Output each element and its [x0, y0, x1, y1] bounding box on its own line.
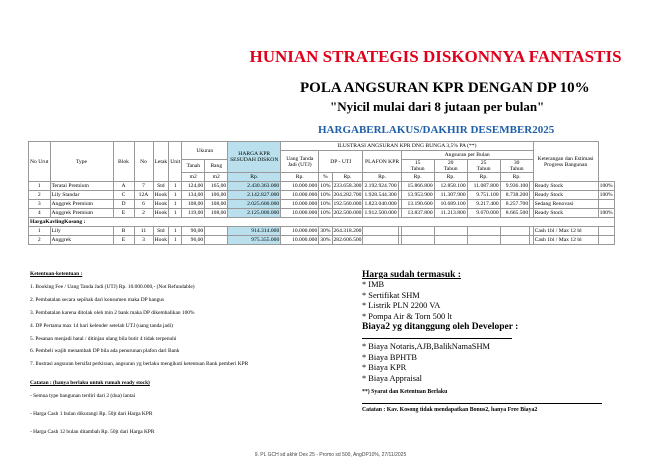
col-no-unit: No — [134, 142, 153, 182]
col-ket: Keterangan dan Estimasi Progress Bangunan — [533, 142, 598, 182]
table-cell — [205, 236, 228, 245]
term-item: 2. Pembatalan secara sepihak dari konsumen maka DP hangus — [30, 296, 165, 303]
table-cell: Std — [153, 182, 169, 191]
table-cell: 10% — [320, 183, 331, 189]
col-no: No Urut — [29, 142, 51, 182]
kavling-label: HargaKavlingKosong : — [29, 218, 615, 227]
table-cell: 6 — [134, 200, 153, 209]
table-cell: 2 — [134, 209, 153, 218]
table-cell — [434, 236, 467, 245]
table-cell: 13.190.600 — [401, 200, 434, 209]
table-cell: 10% — [320, 201, 331, 207]
table-cell: 15.866.800 — [401, 182, 434, 191]
table-cell: Hook — [154, 237, 168, 243]
table-cell: 1.928.544.300 — [364, 192, 397, 198]
include-item: * Listrik PLN 2200 VA — [362, 301, 441, 310]
table-cell: 100% — [599, 192, 613, 198]
terms-note: **) Syarat dan Ketentuan Berlaku — [362, 389, 448, 395]
table-row — [29, 209, 615, 218]
col-angsuran: Angsuran per Bulan — [401, 151, 533, 160]
table-cell: 30% — [320, 228, 331, 234]
table-cell: Ready Stock — [533, 191, 598, 200]
table-cell — [205, 227, 228, 236]
table-cell: Anggrek Premium — [50, 200, 113, 209]
table-cell: 10% — [320, 192, 331, 198]
table-cell: 1 — [29, 227, 51, 236]
table-cell: 204.282.700 — [333, 192, 362, 198]
table-cell: 8.257.700 — [500, 200, 530, 209]
table-cell: 9.217.400 — [467, 200, 500, 209]
table-cell: 10.000.000 — [281, 209, 319, 218]
table-cell: 10.689.100 — [434, 200, 467, 209]
col-bang: Bang — [205, 160, 228, 173]
col-blok: Blok — [113, 142, 134, 182]
table-cell: 8.665.500 — [500, 209, 530, 218]
footer-text: 9. PL GCH sd akhir Des 25 - Promo sd 500, AngDP10%, 27/11/2025 — [254, 452, 407, 458]
col-tanah: Tanah — [182, 160, 205, 173]
include-item: * Pompa Air & Torn 500 lt — [362, 311, 452, 321]
developer-item: * Biaya Appraisal — [362, 373, 423, 383]
table-cell: 1 — [169, 200, 182, 209]
term-item: 5. Pesanan menjadi batal / ditinjau ulang bila butir 4 tidak terpenuhi — [30, 335, 177, 342]
term-item: 6. Pembeli wajib menambah DP bila ada penurunan plafon dari Bank — [30, 348, 180, 355]
table-cell: 1 — [169, 209, 182, 218]
table-cell: 11.087.800 — [467, 182, 500, 191]
table-cell: D — [113, 200, 134, 209]
tenor-20: 20 Tahun — [434, 160, 467, 173]
table-cell: 914.314.000 — [228, 227, 281, 236]
table-cell: Ready Stock — [533, 209, 598, 218]
table-cell: 10.000.000 — [281, 236, 319, 245]
table-cell: 1.912.500.000 — [364, 210, 397, 216]
developer-item: * Biaya Notaris,AJB,BalikNamaSHM — [362, 342, 490, 351]
table-cell: 10.000.000 — [281, 182, 319, 191]
table-cell: 100% — [599, 210, 613, 216]
table-cell: 1 — [169, 182, 182, 191]
table-cell: 9.751.100 — [467, 191, 500, 200]
table-cell: 8.738.200 — [500, 191, 530, 200]
validity-note: HARGABERLAKUS/DAKHIR DESEMBER2025 — [318, 124, 555, 136]
col-harga: HARGA KPR SESUDAH DISKON — [228, 142, 281, 173]
table-cell — [598, 227, 614, 236]
term-item: 7. Ilustrasi angsuran bersifat perkiraan, angsuran yg berlaku mengikuti ketentuan Bank pemberi KPR — [30, 361, 249, 368]
table-cell: Teratai Premium — [50, 182, 113, 191]
table-cell — [598, 236, 614, 245]
col-letak: Letak — [153, 142, 169, 182]
table-cell — [500, 227, 530, 236]
developer-item: * Biaya KPR — [362, 363, 407, 372]
table-cell: Cash 1bl / Max 12 bl — [533, 227, 598, 236]
table-cell: 100% — [599, 183, 613, 189]
illustration-label: ILUSTRASI ANGSURAN KPR DNG BUNGA 3,5% PA (**) — [281, 142, 533, 151]
table-cell — [401, 227, 434, 236]
table-cell: 2.142.827.000 — [228, 191, 281, 200]
cash-item: - Harga Cash 12 bulan ditambah Rp. 50jt dari Harga KPR — [30, 428, 155, 435]
table-cell: 192.560.000 — [333, 201, 362, 207]
table-cell: 1.823.040.000 — [364, 201, 397, 207]
table-cell: Ready Stock — [533, 182, 598, 191]
table-cell: Anggrek — [50, 236, 113, 245]
col-unit: Unit — [169, 142, 182, 182]
table-row — [29, 191, 615, 200]
table-cell: 975.355.000 — [228, 236, 281, 245]
table-cell: 11 — [134, 227, 153, 236]
table-cell: 108,00 — [205, 200, 228, 209]
table-cell: E — [113, 236, 134, 245]
table-cell: 264.318.200 — [333, 228, 362, 234]
table-cell: 10.000.000 — [281, 200, 319, 209]
table-cell: Hook — [154, 192, 168, 198]
divider — [362, 403, 602, 404]
table-cell: 233.658.300 — [333, 183, 362, 189]
table-cell: 165,00 — [205, 182, 228, 191]
developer-item: * Biaya BPHTB — [362, 352, 417, 362]
price-table — [28, 141, 615, 245]
terms-section — [30, 268, 320, 439]
col-type: Type — [50, 142, 113, 182]
table-cell: Lily — [50, 227, 113, 236]
table-cell: Anggrek Premium — [50, 209, 113, 218]
col-plafon: PLAFON KPR — [363, 151, 401, 173]
terms-heading: Ketentuan-ketentuan : — [30, 271, 83, 277]
table-cell: 9.670.000 — [467, 209, 500, 218]
table-cell — [467, 227, 500, 236]
table-cell: 1 — [169, 191, 182, 200]
table-cell: 13.953.900 — [401, 191, 434, 200]
table-cell: 90,00 — [182, 227, 205, 236]
table-cell: 10.000.000 — [281, 227, 319, 236]
table-cell: 4 — [29, 209, 51, 218]
table-cell — [598, 200, 614, 209]
table-cell: 202.500.000 — [333, 210, 362, 216]
table-cell: 96,00 — [182, 236, 205, 245]
table-cell: 2 — [29, 236, 51, 245]
table-cell: 10.000.000 — [281, 191, 319, 200]
table-cell: B — [113, 227, 134, 236]
table-cell: C — [113, 191, 134, 200]
tenor-15: 15 Tahun — [401, 160, 434, 173]
table-cell: 282.606.500 — [333, 237, 362, 243]
include-item: * Sertifikat SHM — [362, 290, 420, 300]
main-title: HUNIAN STRATEGIS DISKONNYA FANTASTIS — [249, 47, 622, 66]
table-cell: 12.858.100 — [434, 182, 467, 191]
col-ukuran: Ukuran — [182, 142, 228, 160]
table-cell — [467, 236, 500, 245]
table-cell — [500, 236, 530, 245]
table-cell: A — [113, 182, 134, 191]
term-item: 1. Booking Fee / Uang Tanda Jadi (UTJ) Rp. 10.000.000,- (Not Refundable) — [30, 283, 195, 290]
includes-heading: Harga sudah termasuk : — [362, 270, 461, 280]
table-cell: 2.125.000.000 — [228, 209, 281, 218]
table-cell: 2.430.363.000 — [228, 182, 281, 191]
tenor-30: 30 Tahun — [500, 160, 533, 173]
table-cell: Std — [153, 227, 169, 236]
table-row — [29, 227, 615, 236]
table-cell: 1 — [169, 227, 182, 236]
table-cell: Hook — [154, 210, 168, 216]
includes-section — [362, 270, 642, 413]
cash-heading: Catatan : (hanya berlaku untuk rumah ready stock) — [30, 380, 150, 387]
table-cell: Cash 1bl / Max 12 bl — [533, 236, 598, 245]
tagline: "Nyicil mulai dari 8 jutaan per bulan" — [330, 99, 545, 114]
table-cell: 3 — [29, 200, 51, 209]
table-cell: 124,00 — [182, 182, 205, 191]
cash-item: - Harga Cash 1 bulan dikurangi Rp. 50jt dari Harga KPR — [30, 411, 153, 418]
table-cell: 2 — [29, 191, 51, 200]
table-cell — [434, 227, 467, 236]
include-item: * IMB — [362, 280, 385, 289]
kavling-note: Catatan : Kav. Kosong tidak mendapatkan Bonus2, hanya Free Biaya2 — [362, 407, 538, 413]
divider — [362, 338, 512, 339]
table-cell: 3 — [134, 236, 153, 245]
table-cell: Hook — [154, 201, 168, 207]
table-cell: 7 — [134, 182, 153, 191]
table-cell: 134,00 — [182, 191, 205, 200]
term-item: 4. DP Pertama max 14 hari kelender setelah UTJ (uang tanda jadi) — [30, 322, 173, 329]
table-cell: 12A — [134, 191, 153, 200]
table-cell: Lily Standar — [50, 191, 113, 200]
table-row — [29, 182, 615, 191]
tenor-25: 25 Tahun — [467, 160, 500, 173]
table-cell: 108,00 — [182, 200, 205, 209]
table-cell — [363, 227, 398, 236]
developer-heading: Biaya2 yg ditanggung oleh Developer : — [362, 322, 519, 332]
table-cell: 11.307.900 — [434, 191, 467, 200]
col-dp: DP - UTJ — [319, 151, 363, 173]
table-row — [29, 200, 615, 209]
table-cell — [363, 236, 398, 245]
table-cell: 2.025.600.000 — [228, 200, 281, 209]
units-row: m2 m2 Rp. Rp. % Rp. Rp. Rp. Rp. Rp. Rp. — [29, 173, 615, 182]
table-cell: 1 — [29, 182, 51, 191]
table-cell: 106,00 — [205, 191, 228, 200]
table-cell: 10% — [320, 210, 331, 216]
term-item: 3. Pembatalan karena ditolak oleh min 2 bank maka DP dikembalikan 100% — [30, 309, 195, 316]
table-row — [29, 236, 615, 245]
table-cell: 108,00 — [205, 209, 228, 218]
subtitle: POLA ANGSURAN KPR DENGAN DP 10% — [300, 80, 590, 96]
table-cell: E — [113, 209, 134, 218]
table-cell: 13.837.800 — [401, 209, 434, 218]
table-cell: 11.213.800 — [434, 209, 467, 218]
table-cell — [401, 236, 434, 245]
table-cell: 1 — [169, 236, 182, 245]
cash-item: - Semua type bangunan terdiri dari 2 (dua) lantai — [30, 393, 136, 400]
table-cell: 119,00 — [182, 209, 205, 218]
table-cell: Sedang Renovasi — [533, 200, 598, 209]
table-cell: 2.192.924.700 — [364, 183, 397, 189]
col-utj: Uang Tanda Jadi (UTJ) — [281, 151, 319, 173]
table-cell: 9.936.100 — [500, 182, 530, 191]
table-cell: 30% — [320, 237, 331, 243]
